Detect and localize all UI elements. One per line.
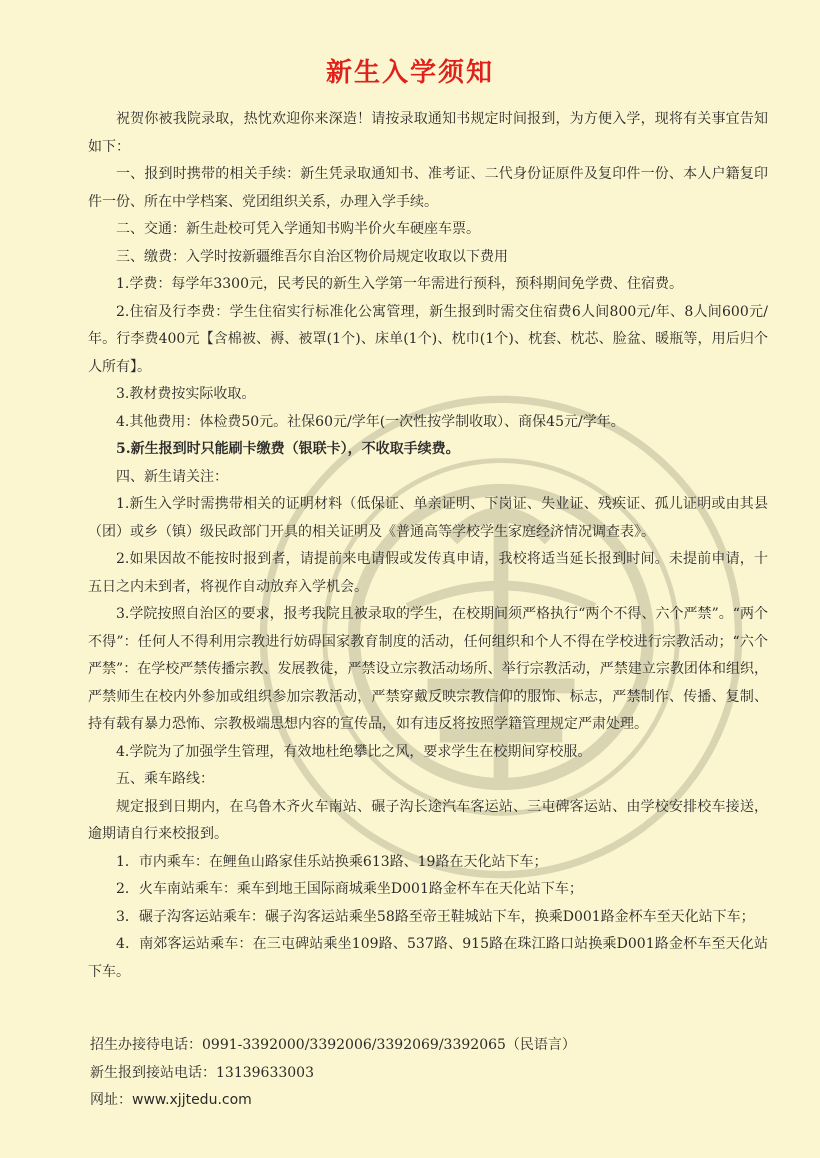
notice-item-documents: 1.新生入学时需携带相关的证明材料（低保证、单亲证明、下岗证、失业证、残疾证、孤儿证明或由其县（团）或乡（镇）级民政部门开具的相关证明及《普通高等学校学生家庭经济情况调查表》。	[88, 496, 768, 540]
fee-item-card-payment: 5.新生报到时只能刷卡缴费（银联卡），不收取手续费。	[116, 441, 460, 457]
website-link[interactable]: www.xjjtedu.com	[132, 1092, 252, 1108]
page-title: 新生入学须知	[325, 58, 494, 88]
section-5-heading: 五、乘车路线：	[116, 771, 214, 787]
notice-body	[88, 106, 768, 986]
route-item-nianzigou: 3．碾子沟客运站乘车：碾子沟客运站乘坐58路至帝王鞋城站下车，换乘D001路金杯车至天化站下车；	[116, 908, 755, 925]
route-item-city: 1．市内乘车：在鲤鱼山路家佳乐站换乘613路、19路在天化站下车；	[116, 853, 548, 870]
fee-item-textbooks: 3.教材费按实际收取。	[116, 386, 256, 402]
pickup-phone: 新生报到接站电话：13139633003	[90, 1064, 314, 1081]
notice-item-uniform: 4.学院为了加强学生管理，有效地杜绝攀比之风，要求学生在校期间穿校服。	[116, 743, 592, 760]
fee-item-housing: 2.住宿及行李费：学生住宿实行标准化公寓管理，新生报到时需交住宿费6人间800元/年、8人间600元/年。行李费400元【含棉被、褥、被罩(1个)、床单(1个)、枕巾(1个)、枕套、枕芯、脸盆、暖瓶等，用后归个人所有】。	[88, 303, 768, 375]
website-label: 网址：	[90, 1092, 132, 1108]
website-line	[88, 1087, 768, 1115]
route-item-south-station: 2．火车南站乘车：乘车到地王国际商城乘坐D001路金杯车在天化站下车；	[116, 881, 583, 897]
admissions-phone: 招生办接待电话：0991-3392000/3392006/3392069/3392065（民语言）	[90, 1037, 576, 1053]
section-3-heading: 三、缴费：入学时按新疆维吾尔自治区物价局规定收取以下费用	[116, 248, 508, 265]
route-item-south-suburb: 4．南郊客运站乘车：在三屯碑站乘坐109路、537路、915路在珠江路口站换乘D001路金杯车至天化站下车。	[88, 936, 768, 980]
fee-item-other: 4.其他费用：体检费50元。社保60元/学年(一次性按学制收取）、商保45元/学年。	[116, 413, 625, 430]
notice-item-regulations: 3.学院按照自治区的要求，报考我院且被录取的学生，在校期间须严格执行“两个不得、六个严禁”。“两个不得”：任何人不得利用宗教进行妨碍国家教育制度的活动，任何组织和个人不得在学校进行宗教活动；“六个严禁”：在学校严禁传播宗教、发展教徒，严禁设立宗教活动场所、举行宗教活动，严禁建立宗教团体和组织，严禁师生在校内外参加或组织参加宗教活动，严禁穿戴反映宗教信仰的服饰、标志，严禁制作、传播、复制、持有载有暴力恐怖、宗教极端思想内容的宣传品，如有违反将按照学籍管理规定严肃处理。	[88, 606, 768, 732]
contact-footer	[88, 1032, 768, 1115]
intro-paragraph: 祝贺你被我院录取，热忱欢迎你来深造！请按录取通知书规定时间报到，为方便入学，现将有关事宜告知如下：	[88, 111, 768, 155]
fee-item-tuition: 1.学费：每学年3300元，民考民的新生入学第一年需进行预科，预科期间免学费、住宿费。	[116, 276, 683, 292]
section-1-paragraph: 一、报到时携带的相关手续：新生凭录取通知书、准考证、二代身份证原件及复印件一份、本人户籍复印件一份、所在中学档案、党团组织关系，办理入学手续。	[88, 166, 768, 210]
notice-item-late-arrival: 2.如果因故不能按时报到者，请提前来电请假或发传真申请，我校将适当延长报到时间。未提前申请，十五日之内未到者，将视作自动放弃入学机会。	[88, 551, 768, 595]
route-intro: 规定报到日期内，在乌鲁木齐火车南站、碾子沟长途汽车客运站、三屯碑客运站、由学校安排校车接送，逾期请自行来校报到。	[88, 798, 768, 842]
section-4-heading: 四、新生请关注：	[116, 468, 228, 485]
section-2-paragraph: 二、交通：新生赴校可凭入学通知书购半价火车硬座车票。	[116, 221, 480, 237]
